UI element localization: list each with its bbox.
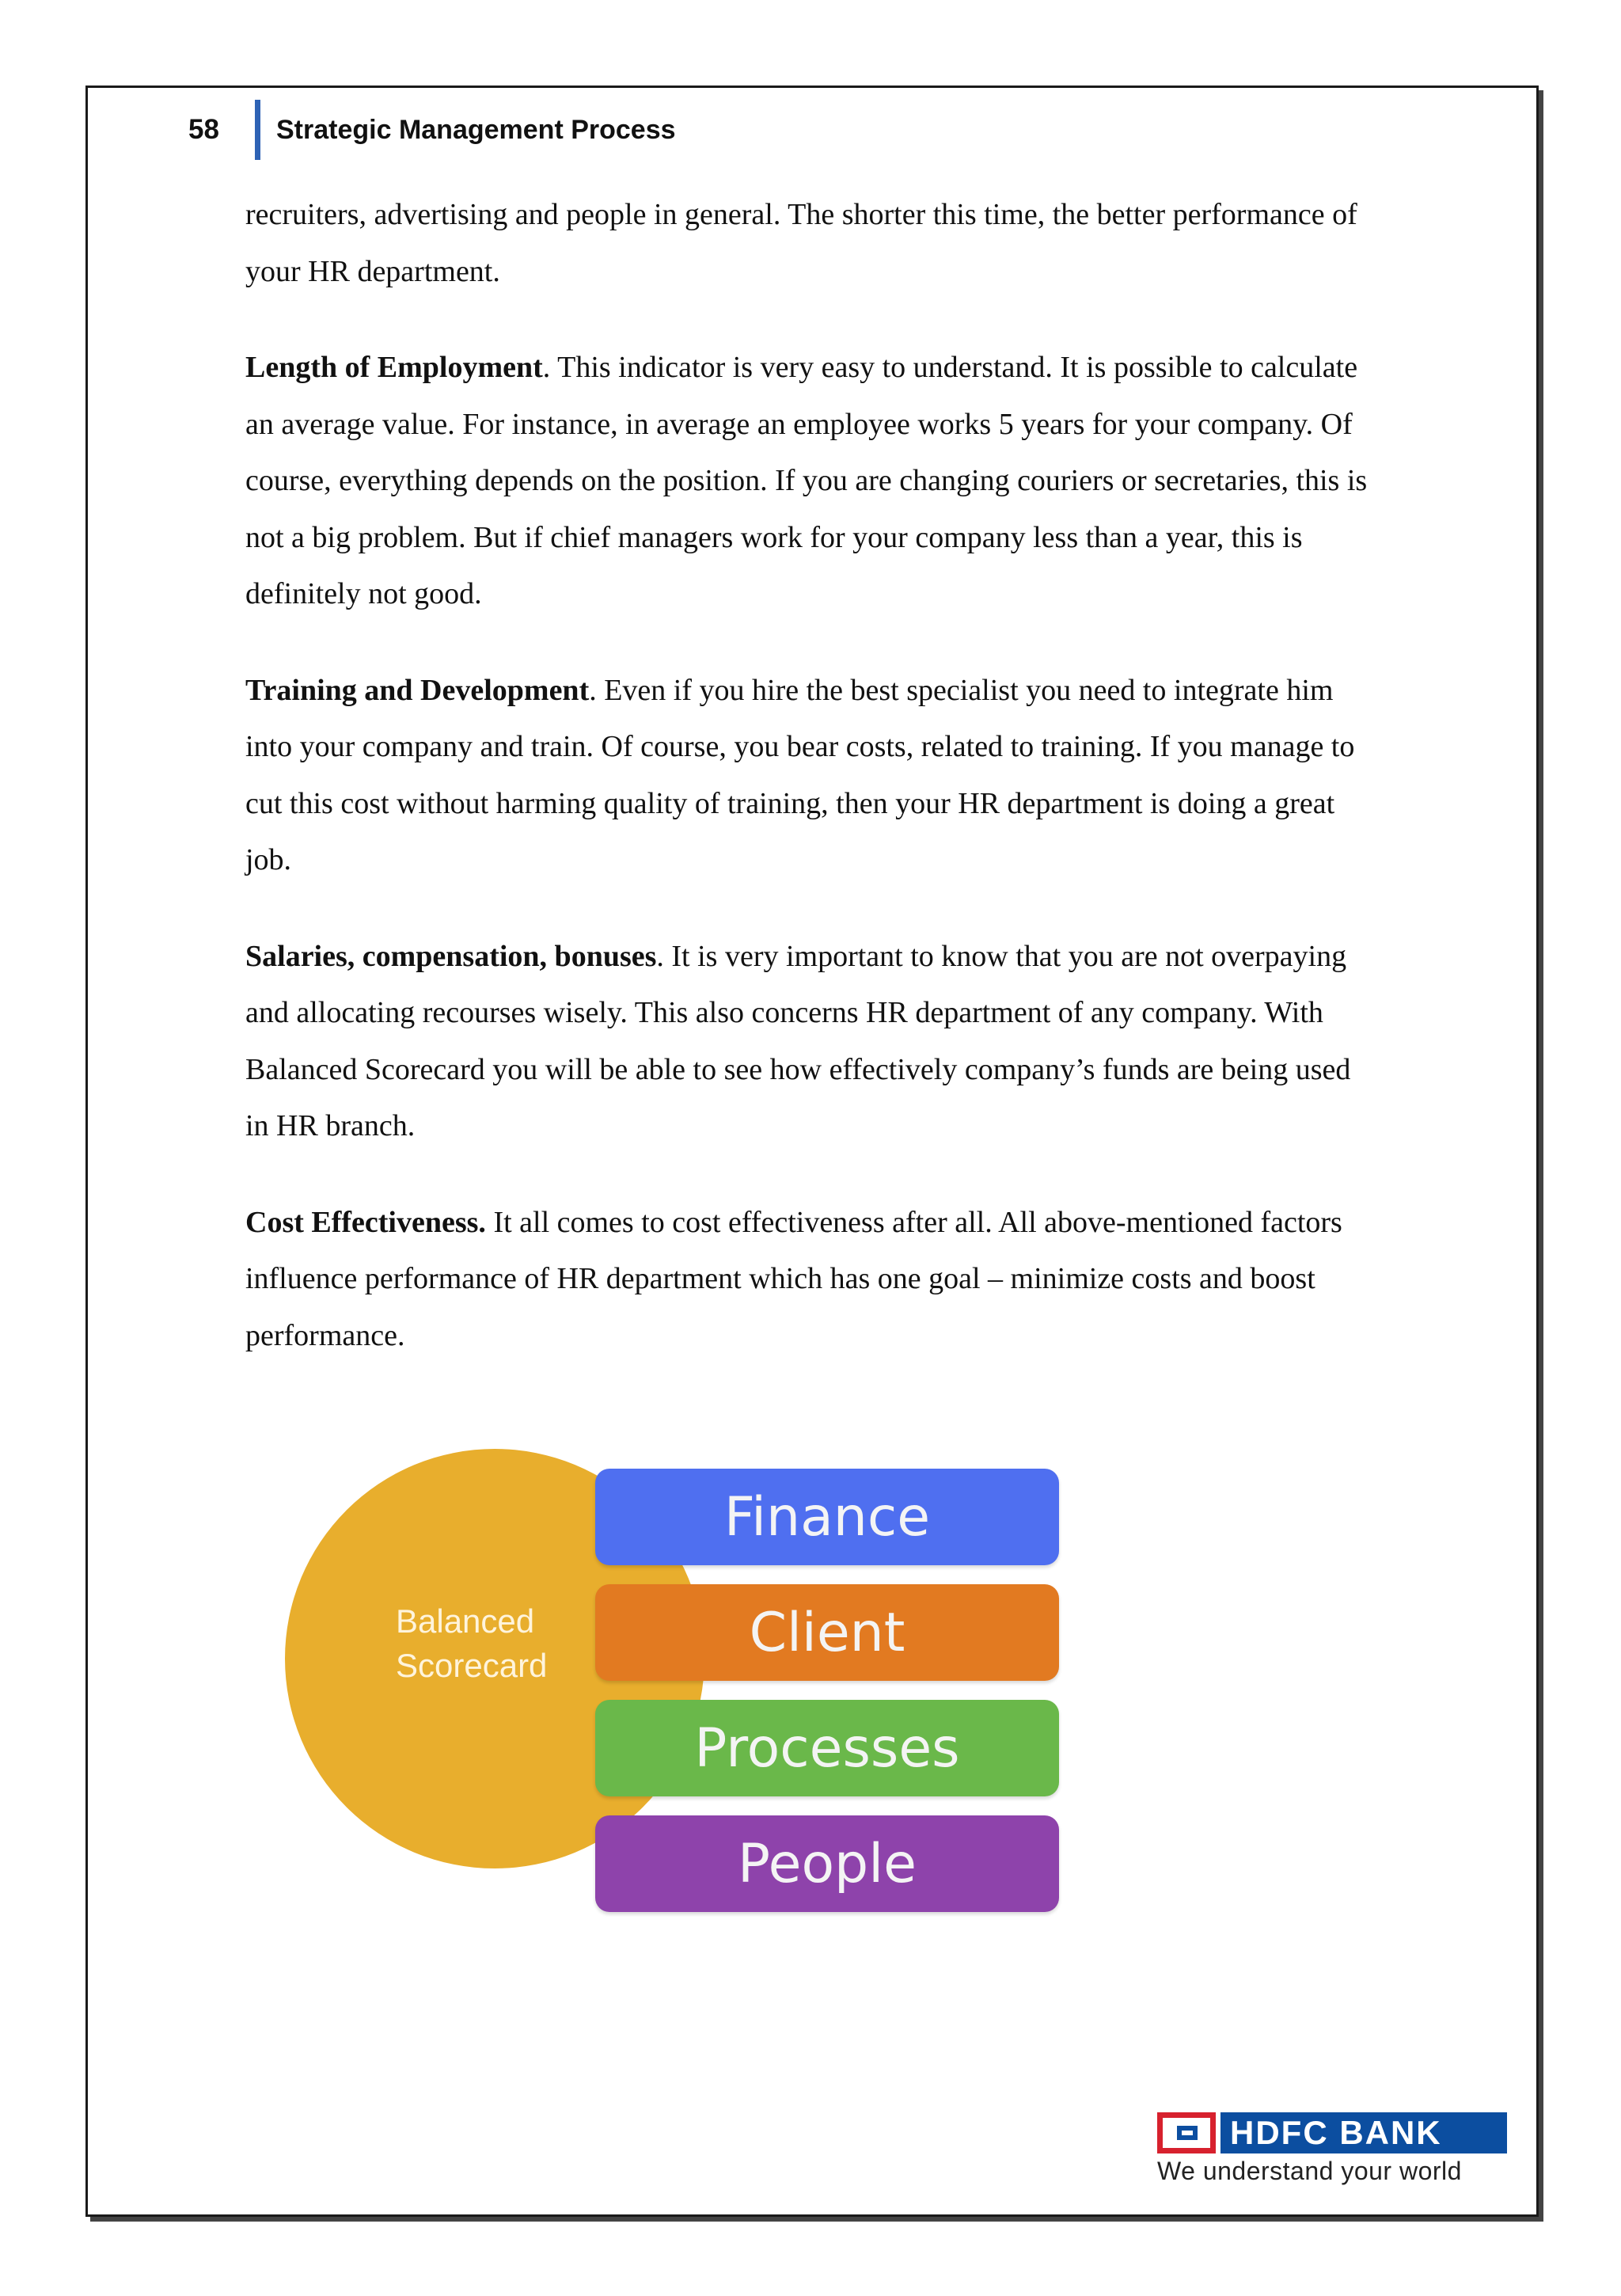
paragraph-heading: Training and Development xyxy=(245,673,590,707)
page-header xyxy=(188,100,676,160)
balanced-scorecard-diagram xyxy=(285,1449,1076,1916)
paragraph-text: It all comes to cost effectiveness after all. All above-mentioned factors influence performance of HR department which has one goal – minimize costs and boost performance. xyxy=(245,1205,1342,1352)
paragraph xyxy=(245,340,1377,623)
processes-bar: Processes xyxy=(595,1700,1059,1796)
paragraph-text: . This indicator is very easy to understand. It is possible to calculate an average value. For instance, in average an employee works 5 years for your company. Of course, everything depends on the position. If you are changing couriers or secretaries, this is not a big problem. But if chief managers work for your company less than a year, this is definitely not good. xyxy=(245,351,1368,610)
paragraph-text: . It is very important to know that you are not overpaying and allocating recourses wisely. This also concerns HR department of any company. With Balanced Scorecard you will be able to see how effectively company’s funds are being used in HR branch. xyxy=(245,939,1351,1142)
paragraph-text: recruiters, advertising and people in general. The shorter this time, the better performance of your HR department. xyxy=(245,198,1357,288)
paragraph xyxy=(245,663,1377,889)
page-number: 58 xyxy=(188,114,219,145)
hdfc-bank-logo xyxy=(1157,2112,1513,2186)
logo-name: HDFC BANK xyxy=(1220,2112,1507,2153)
circle-label-line: Balanced xyxy=(396,1602,535,1640)
paragraph xyxy=(245,187,1377,300)
paragraph xyxy=(245,929,1377,1155)
paragraph-heading: Length of Employment xyxy=(245,351,543,384)
circle-label-line: Scorecard xyxy=(396,1647,548,1684)
paragraph-heading: Cost Effectiveness. xyxy=(245,1205,486,1239)
paragraph-text: . Even if you hire the best specialist you need to integrate him into your company and train. Of course, you bear costs, related to training. If you manage to cut this cost without harming quality of training, then your HR department is doing a great job. xyxy=(245,673,1355,876)
finance-bar: Finance xyxy=(595,1469,1059,1565)
client-bar: Client xyxy=(595,1584,1059,1681)
logo-tagline: We understand your world xyxy=(1157,2157,1462,2185)
paragraph xyxy=(245,1195,1377,1365)
body-text xyxy=(245,187,1377,1404)
header-divider xyxy=(255,100,260,160)
paragraph-heading: Salaries, compensation, bonuses xyxy=(245,939,657,973)
header-title: Strategic Management Process xyxy=(276,114,676,145)
people-bar: People xyxy=(595,1815,1059,1912)
scorecard-circle-label xyxy=(396,1599,548,1688)
hdfc-logo-icon xyxy=(1157,2112,1216,2153)
